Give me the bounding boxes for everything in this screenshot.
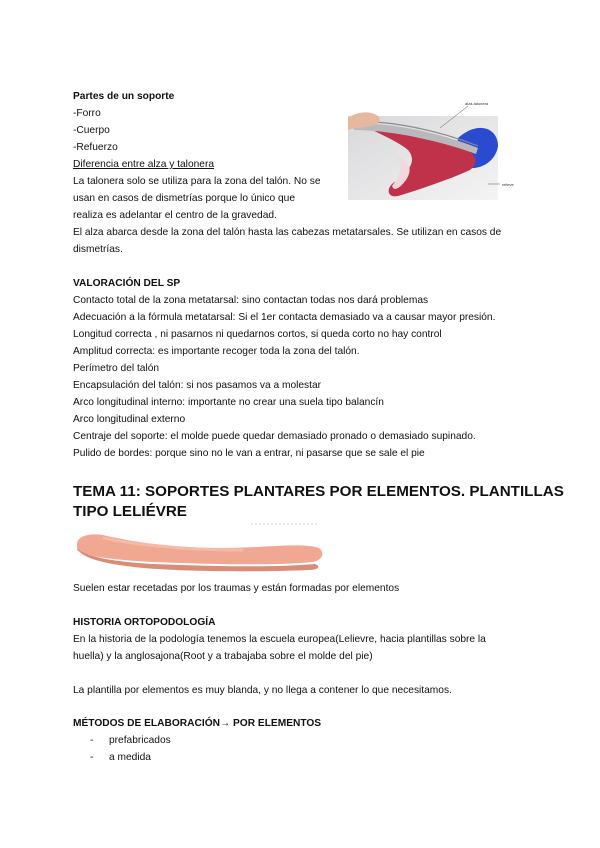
figure-label: alza-talonera <box>465 101 489 106</box>
figure-label: relieve <box>502 182 514 187</box>
valoracion-item: Arco longitudinal externo <box>73 414 186 425</box>
historia-text: huella) y la anglosajona(Root y a trabajaba sobre el molde del pie) <box>73 651 373 662</box>
part-item: -Cuerpo <box>73 125 110 136</box>
alza-text: El alza abarca desde la zona del talón hasta las cabezas metatarsales. Se utilizan en casos de <box>73 227 502 238</box>
historia-text: En la historia de la podología tenemos la escuela europea(Lelievre, hacia plantillas sobre la <box>73 634 486 645</box>
valoracion-item: Arco longitudinal interno: importante no crear una suela tipo balancín <box>73 397 384 408</box>
list-item: prefabricados <box>109 735 171 746</box>
talonera-text: realiza es adelantar el centro de la gravedad. <box>73 210 277 221</box>
valoracion-item: Amplitud correcta: es importante recoger toda la zona del talón. <box>73 346 360 357</box>
valoracion-item: Pulido de bordes: porque sino no le van a entrar, ni pasarse que se sale el pie <box>73 448 425 459</box>
valoracion-item: Perímetro del talón <box>73 363 160 374</box>
talonera-text: La talonera solo se utiliza para la zona del talón. No se <box>73 176 321 187</box>
section-title-historia: HISTORIA ORTOPODOLOGÍA <box>73 617 216 628</box>
valoracion-item: Encapsulación del talón: si nos pasamos va a molestar <box>73 380 322 391</box>
list-bullet: - <box>90 735 94 746</box>
receta-text: Suelen estar recetadas por los traumas y están formadas por elementos <box>73 583 400 594</box>
insole-lelievre-photo <box>73 522 325 574</box>
valoracion-item: Adecuación a la fórmula metatarsal: Si el 1er contacta demasiado va a causar mayor presión. <box>73 312 496 323</box>
section-title-valoracion: VALORACIÓN DEL SP <box>73 278 181 289</box>
section-title-partes: Partes de un soporte <box>73 91 175 102</box>
valoracion-item: Contacto total de la zona metatarsal: sino contactan todas nos dará problemas <box>73 295 429 306</box>
list-item: a medida <box>109 752 151 763</box>
alza-text: dismetrías. <box>73 244 123 255</box>
tema-heading: TIPO LELIÉVRE <box>73 503 187 520</box>
part-item: -Forro <box>73 108 101 119</box>
diff-title: Diferencia entre alza y talonera <box>73 159 215 170</box>
insole-photo <box>348 98 520 200</box>
section-title-metodos: MÉTODOS DE ELABORACIÓN→ POR ELEMENTOS <box>73 718 322 729</box>
part-item: -Refuerzo <box>73 142 118 153</box>
plantilla-text: La plantilla por elementos es muy blanda, y no llega a contener lo que necesitamos. <box>73 685 452 696</box>
list-bullet: - <box>90 752 94 763</box>
valoracion-item: Longitud correcta , ni pasarnos ni quedarnos cortos, si queda corto no hay control <box>73 329 442 340</box>
valoracion-item: Centraje del soporte: el molde puede quedar demasiado pronado o demasiado supinado. <box>73 431 476 442</box>
talonera-text: usan en casos de dismetrías porque lo único que <box>73 193 296 204</box>
tema-heading: TEMA 11: SOPORTES PLANTARES POR ELEMENTOS. PLANTILLAS <box>73 483 564 500</box>
